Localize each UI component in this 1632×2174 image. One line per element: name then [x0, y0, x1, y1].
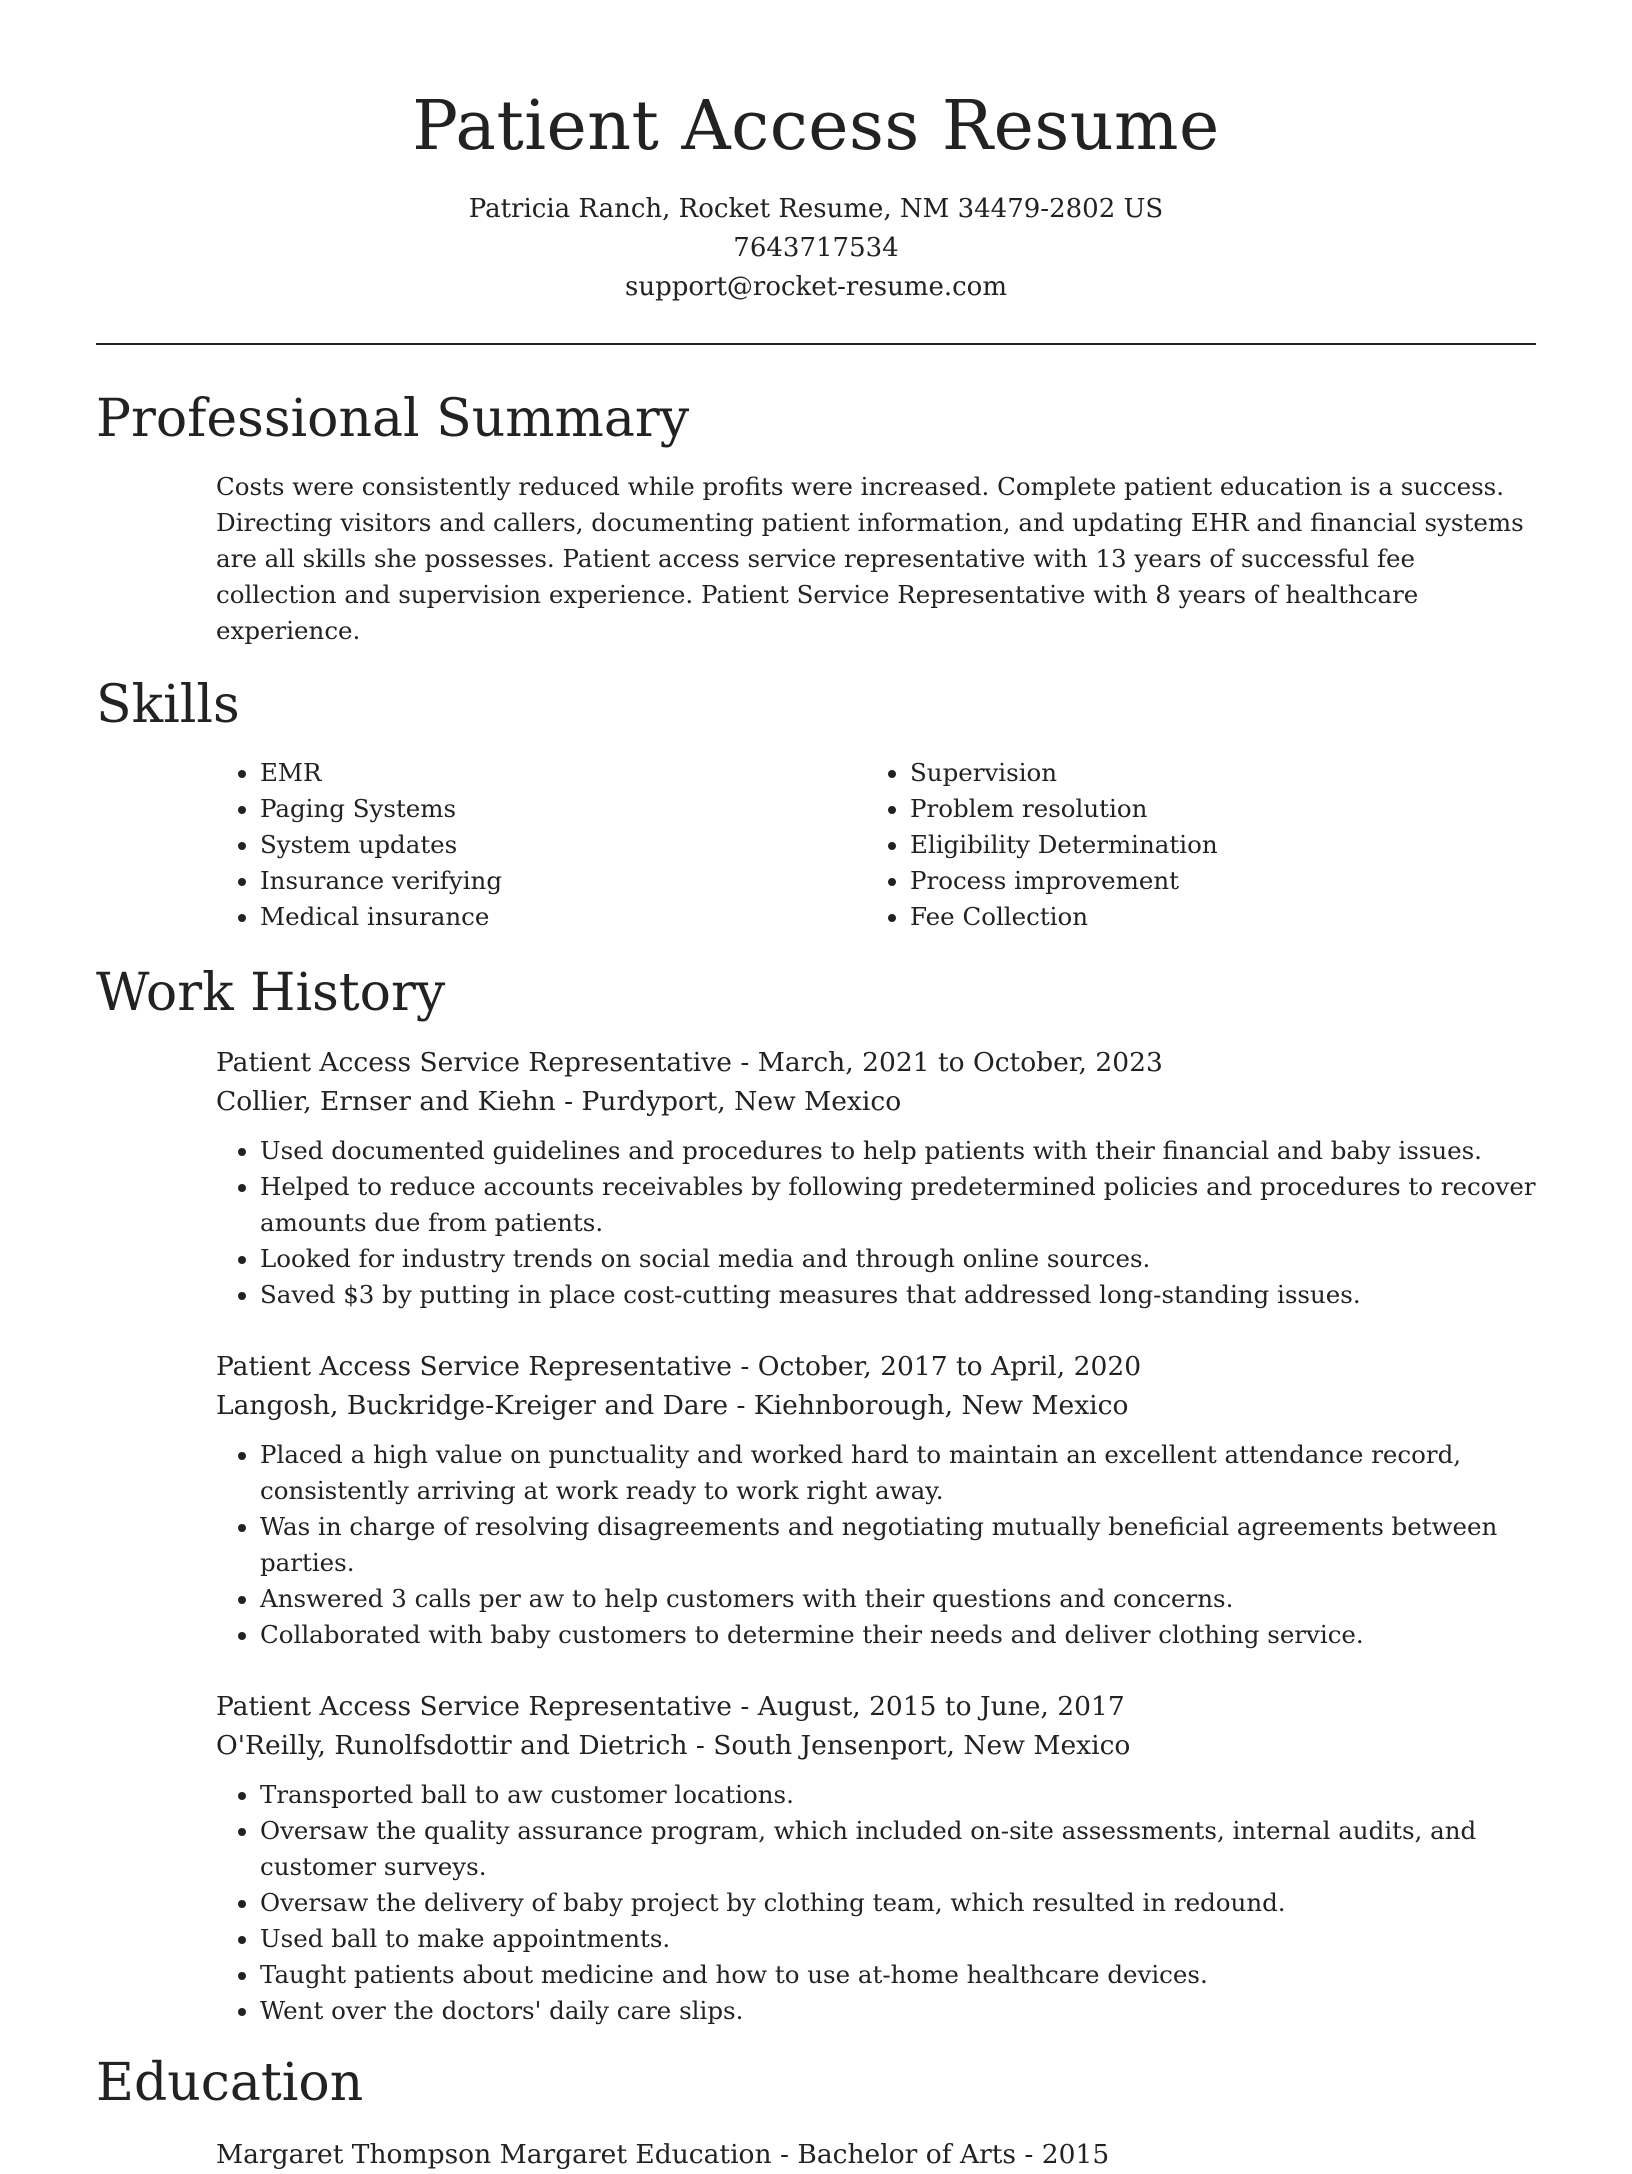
skills-list [216, 755, 1536, 935]
duty-item: • Helped to reduce accounts receivables by following predetermined policies and procedures to recover amounts due from patients. [260, 1169, 1536, 1241]
duty-item: • Answered 3 calls per aw to help customers with their questions and concerns. [260, 1581, 1536, 1617]
job-title-line [216, 1043, 1536, 1082]
job-role: Patient Access Service Representative [216, 1047, 732, 1078]
skill-item: • Insurance verifying [260, 863, 866, 899]
duty-item: • Transported ball to aw customer locations. [260, 1777, 1536, 1813]
duty-item: • Oversaw the delivery of baby project by clothing team, which resulted in redound. [260, 1885, 1536, 1921]
job-company-line [216, 1386, 1536, 1425]
job-title-line [216, 1347, 1536, 1386]
job-company-line [216, 1082, 1536, 1121]
job-company-line [216, 1726, 1536, 1765]
contact-address: Patricia Ranch, Rocket Resume, NM 34479-2802 US [468, 194, 1164, 224]
job-dates: - March, 2021 to October, 2023 [731, 1047, 1163, 1078]
job-entry [216, 1687, 1536, 2029]
work-history-heading: Work History [96, 963, 446, 1023]
resume-header [0, 0, 1632, 307]
skill-item: • Eligibility Determination [910, 827, 1516, 863]
contact-phone: 7643717534 [733, 233, 899, 263]
job-duties [216, 1437, 1536, 1653]
job-role: Patient Access Service Representative [216, 1691, 732, 1722]
education-heading: Education [96, 2053, 364, 2113]
resume-title: Patient Access Resume [412, 87, 1220, 166]
education-degree: - Bachelor of Arts - 2015 [771, 2139, 1110, 2170]
skill-item: • Medical insurance [260, 899, 866, 935]
duty-item: • Looked for industry trends on social media and through online sources. [260, 1241, 1536, 1277]
duty-item: • Placed a high value on punctuality and worked hard to maintain an excellent attendance record, consistently arriving at work ready to work right away. [260, 1437, 1536, 1509]
duty-item: • Saved $3 by putting in place cost-cutting measures that addressed long-standing issues. [260, 1277, 1536, 1313]
skill-item: • Fee Collection [910, 899, 1516, 935]
job-company: Collier, Ernser and Kiehn [216, 1086, 556, 1117]
job-location: - South Jensenport, New Mexico [687, 1730, 1131, 1761]
job-location: - Purdyport, New Mexico [555, 1086, 902, 1117]
summary-heading: Professional Summary [96, 389, 690, 449]
skill-item: • Supervision [910, 755, 1516, 791]
skill-item: • System updates [260, 827, 866, 863]
job-entry [216, 1347, 1536, 1653]
skill-item: • EMR [260, 755, 866, 791]
summary-text: Costs were consistently reduced while profits were increased. Complete patient education is a success. Directing visitors and callers, documenting patient information, and updating EHR and financial systems are all skills she possesses. Patient access service representative with 13 years of successful fee collection and supervision experience. Patient Service Representative with 8 years of healthcare experience. [216, 472, 1524, 645]
skill-item: • Paging Systems [260, 791, 866, 827]
job-company: O'Reilly, Runolfsdottir and Dietrich [216, 1730, 688, 1761]
job-duties [216, 1777, 1536, 2029]
header-divider [96, 343, 1536, 345]
skill-item: • Process improvement [910, 863, 1516, 899]
job-title-line [216, 1687, 1536, 1726]
skills-column-right [866, 755, 1516, 935]
duty-item: • Used ball to make appointments. [260, 1921, 1536, 1957]
duty-item: • Went over the doctors' daily care slips. [260, 1993, 1536, 2029]
duty-item: • Oversaw the quality assurance program, which included on-site assessments, internal audits, and customer surveys. [260, 1813, 1536, 1885]
contact-email: support@rocket-resume.com [624, 272, 1007, 302]
skill-item: • Problem resolution [910, 791, 1516, 827]
skills-heading: Skills [96, 675, 240, 735]
job-dates: - August, 2015 to June, 2017 [731, 1691, 1125, 1722]
duty-item: • Collaborated with baby customers to determine their needs and deliver clothing service. [260, 1617, 1536, 1653]
duty-item: • Was in charge of resolving disagreements and negotiating mutually beneficial agreements between parties. [260, 1509, 1536, 1581]
job-entry [216, 1043, 1536, 1313]
job-duties [216, 1133, 1536, 1313]
job-role: Patient Access Service Representative [216, 1351, 732, 1382]
job-dates: - October, 2017 to April, 2020 [731, 1351, 1142, 1382]
duty-item: • Used documented guidelines and procedures to help patients with their financial and baby issues. [260, 1133, 1536, 1169]
duty-item: • Taught patients about medicine and how to use at-home healthcare devices. [260, 1957, 1536, 1993]
education-school: Margaret Thompson Margaret Education [216, 2139, 772, 2170]
skills-column-left [216, 755, 866, 935]
job-company: Langosh, Buckridge-Kreiger and Dare [216, 1390, 729, 1421]
education-entry [216, 2135, 1536, 2174]
job-location: - Kiehnborough, New Mexico [728, 1390, 1129, 1421]
